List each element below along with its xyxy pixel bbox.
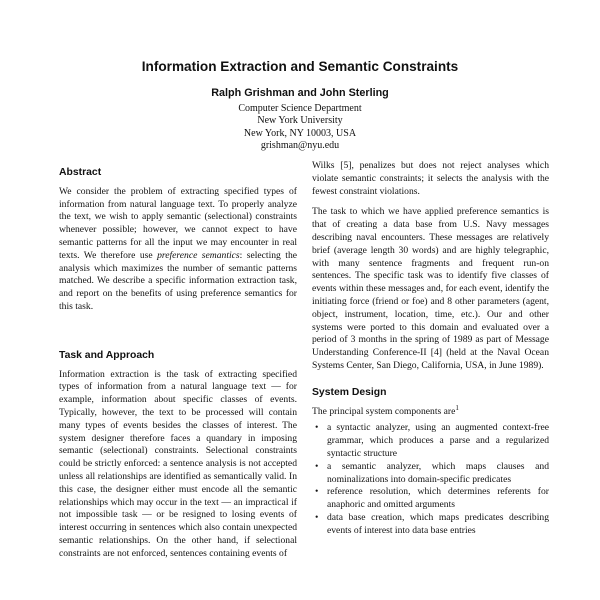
affiliation-dept: Computer Science Department bbox=[238, 103, 362, 114]
bullet-icon: • bbox=[315, 511, 319, 523]
abstract-text-end: : selecting the analysis which maximizes the number of semantic patterns matched. We describe a specific information extraction task, and report on the benefits of using preference semantics for this task. bbox=[59, 249, 298, 312]
system-intro bbox=[312, 403, 549, 419]
list-item bbox=[312, 486, 549, 512]
list-item bbox=[312, 512, 549, 538]
component-text: reference resolution, which determines referents for anaphoric and omitted arguments bbox=[327, 486, 549, 511]
system-design-heading: System Design bbox=[312, 386, 387, 398]
affiliation-email: grishman@nyu.edu bbox=[260, 140, 340, 152]
paper-title: Information Extraction and Semantic Constraints bbox=[141, 59, 459, 74]
bullet-icon: • bbox=[315, 460, 319, 472]
system-intro-text: The principal system components are bbox=[312, 405, 456, 417]
affiliation-city: New York, NY 10003, USA bbox=[243, 127, 357, 139]
abstract-text bbox=[59, 186, 297, 314]
preference-continuation: Wilks [5], penalizes but does not reject analyses which violate semantic constraints; it selects the analysis with the fewest constraint violations. bbox=[312, 160, 549, 197]
bullet-icon: • bbox=[315, 422, 319, 434]
component-text: a semantic analyzer, which maps clauses and nominalizations into domain-specific predicates bbox=[327, 460, 549, 485]
paper-authors: Ralph Grishman and John Sterling bbox=[211, 87, 389, 99]
task-text: Information extraction is the task of extracting specified types of information from a natural language text — for example, information about specific classes of events. Typically, however, the text to be processed will contain many types of events besides the classes of interest. The system designer therefore faces a quandary in imposing semantic (selectional) constraints. Selectional constraints could be strictly enforced: a sentence analysis is not accepted unless all relationships are identified as semantically valid. In this case, the designer either must encode all the semantic relationships which may occur in the text — an impractical if not impossible task — or be resigned to losing events of interest occurring in sentences which also contain unexpected semantic relationships. On the other hand, if selectional constraints are not enforced, sentences containing events of bbox=[59, 368, 297, 559]
task-heading: Task and Approach bbox=[59, 349, 155, 361]
abstract-heading: Abstract bbox=[59, 167, 102, 178]
abstract-text-start: We consider the problem of extracting specified types of information from natural language text. To properly analyze the text, we wish to apply semantic (selectional) constraints whenever possible; however, we cannot expect to have semantic patterns for all the input we may encounter in real texts. We therefore use bbox=[59, 185, 297, 261]
affiliation-university: New York University bbox=[257, 115, 343, 127]
affiliation-block bbox=[0, 103, 600, 153]
component-text: a syntactic analyzer, using an augmented context-free grammar, which produces a parse and a regularized syntactic structure bbox=[327, 422, 549, 459]
abstract-emphasis: preference semantics bbox=[157, 249, 240, 261]
list-item bbox=[312, 461, 549, 487]
component-list bbox=[312, 422, 549, 537]
component-text: data base creation, which maps predicates describing events of interest into data base entries bbox=[327, 511, 549, 536]
footnote-marker: 1 bbox=[455, 403, 459, 412]
bullet-icon: • bbox=[315, 486, 319, 498]
right-column bbox=[312, 160, 549, 538]
left-column bbox=[59, 167, 297, 561]
list-item bbox=[312, 422, 549, 460]
task-description: The task to which we have applied preference semantics is that of creating a data base from U.S. Navy messages describing naval encounters. These messages are relatively brief (average length 30 words) and are highly telegraphic, with many sentence fragments and frequent run-on sentences. The specific task was to identify five classes of events within these messages and, for each event, identify the initiating force (friend or foe) and 8 other parameters (agent, object, instrument, location, time, etc.). Our and other systems were ported to this domain and evaluated over a period of 3 months in the spring of 1989 as part of Message Understanding Conference-II [4] (held at the Naval Ocean Systems Center, San Diego, California, USA, in June 1989). bbox=[312, 206, 549, 371]
